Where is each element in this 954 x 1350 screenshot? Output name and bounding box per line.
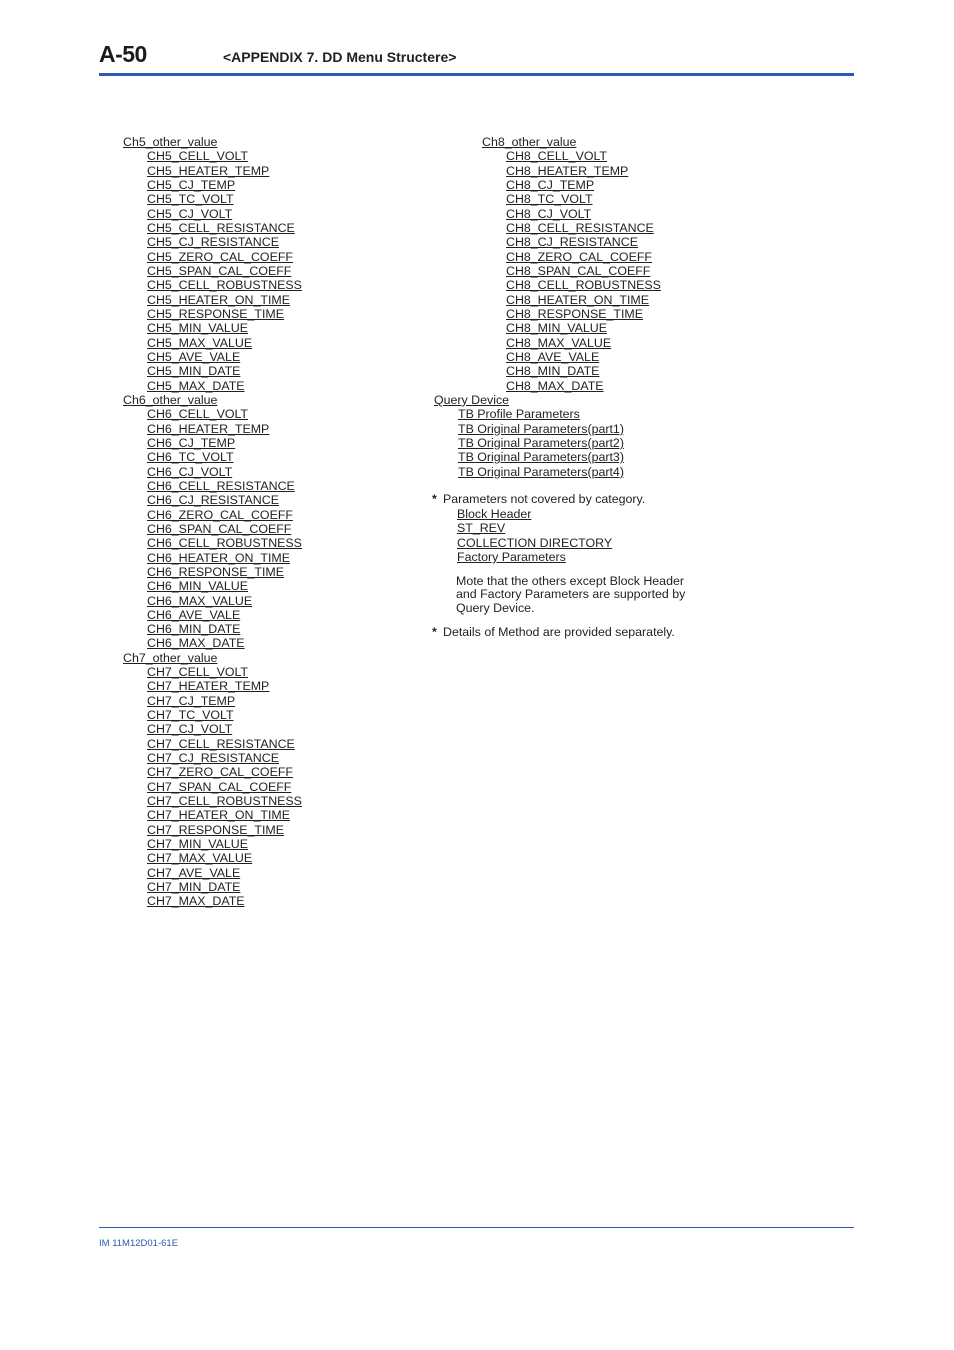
uncategorized-item-label: Block Header bbox=[457, 507, 532, 521]
menu-item-label: CH6_MIN_DATE bbox=[147, 622, 241, 637]
menu-item-label: CH6_CELL_ROBUSTNESS bbox=[147, 536, 302, 551]
support-note-line: Query Device. bbox=[456, 600, 535, 615]
menu-item[interactable] bbox=[123, 221, 302, 235]
menu-item-label: CH7_HEATER_TEMP bbox=[147, 679, 270, 694]
menu-item[interactable] bbox=[123, 178, 302, 192]
menu-item[interactable] bbox=[123, 522, 302, 536]
menu-item-label: TB Original Parameters(part1) bbox=[458, 421, 624, 436]
chapter-title: <APPENDIX 7. DD Menu Structere> bbox=[223, 49, 457, 65]
menu-item-label: CH5_AVE_VALE bbox=[147, 349, 241, 364]
menu-item-label: CH5_HEATER_TEMP bbox=[147, 163, 270, 178]
menu-item-label: CH6_MAX_VALUE bbox=[147, 593, 253, 608]
menu-item[interactable] bbox=[123, 149, 302, 163]
menu-item[interactable] bbox=[123, 579, 302, 593]
menu-item[interactable] bbox=[434, 465, 661, 479]
footer-doc-id: IM 11M12D01-61E bbox=[99, 1238, 179, 1249]
menu-item[interactable] bbox=[123, 737, 302, 751]
menu-item-label: CH7_TC_VOLT bbox=[147, 708, 234, 723]
menu-group-heading[interactable] bbox=[123, 135, 302, 149]
menu-item[interactable] bbox=[434, 192, 661, 206]
menu-item[interactable] bbox=[434, 321, 661, 335]
menu-item[interactable] bbox=[434, 221, 661, 235]
menu-item-label: CH8_RESPONSE_TIME bbox=[506, 306, 644, 321]
menu-item[interactable] bbox=[123, 379, 302, 393]
menu-item[interactable] bbox=[123, 278, 302, 292]
menu-item-label: CH7_CELL_VOLT bbox=[147, 665, 249, 680]
menu-item-label: CH5_MIN_VALUE bbox=[147, 321, 248, 336]
menu-item-label: CH8_CELL_RESISTANCE bbox=[506, 220, 654, 235]
left-menu-column bbox=[123, 135, 302, 909]
menu-item[interactable] bbox=[434, 235, 661, 249]
menu-item[interactable] bbox=[123, 823, 302, 837]
menu-group-heading[interactable] bbox=[123, 393, 302, 407]
menu-item-label: CH5_CJ_RESISTANCE bbox=[147, 235, 279, 250]
menu-item-label: CH5_CELL_ROBUSTNESS bbox=[147, 278, 302, 293]
menu-item-label: Ch8_other_value bbox=[482, 135, 577, 149]
menu-item-label: CH7_AVE_VALE bbox=[147, 865, 241, 880]
menu-item[interactable] bbox=[434, 336, 661, 350]
menu-item-label: CH8_HEATER_TEMP bbox=[506, 163, 629, 178]
menu-item-label: CH6_CJ_VOLT bbox=[147, 464, 233, 479]
menu-item-label: CH6_AVE_VALE bbox=[147, 607, 241, 622]
menu-item[interactable] bbox=[123, 450, 302, 464]
method-note-text: Details of Method are provided separately. bbox=[443, 625, 675, 639]
menu-item[interactable] bbox=[123, 422, 302, 436]
menu-item-label: CH7_MAX_DATE bbox=[147, 894, 245, 909]
menu-item-label: CH5_SPAN_CAL_COEFF bbox=[147, 263, 292, 278]
support-note-line: Mote that the others except Block Header bbox=[456, 574, 684, 588]
method-note bbox=[432, 625, 675, 639]
uncategorized-item[interactable] bbox=[457, 521, 612, 535]
menu-item-label: CH7_MIN_DATE bbox=[147, 880, 241, 895]
menu-item[interactable] bbox=[123, 679, 302, 693]
menu-item[interactable] bbox=[123, 636, 302, 650]
menu-item[interactable] bbox=[123, 407, 302, 421]
menu-item[interactable] bbox=[434, 149, 661, 163]
menu-item[interactable] bbox=[123, 594, 302, 608]
menu-item-label: CH6_MIN_VALUE bbox=[147, 579, 248, 594]
menu-item[interactable] bbox=[434, 350, 661, 364]
menu-item-label: CH7_CELL_ROBUSTNESS bbox=[147, 794, 302, 809]
menu-item-label: CH5_HEATER_ON_TIME bbox=[147, 292, 290, 307]
menu-item[interactable] bbox=[434, 379, 661, 393]
menu-item[interactable] bbox=[123, 665, 302, 679]
menu-item-label: CH6_HEATER_TEMP bbox=[147, 421, 270, 436]
menu-item-label: Ch5_other_value bbox=[123, 135, 218, 149]
menu-group-heading[interactable] bbox=[123, 651, 302, 665]
menu-item-label: CH7_HEATER_ON_TIME bbox=[147, 808, 290, 823]
menu-item[interactable] bbox=[434, 450, 661, 464]
menu-item-label: CH8_SPAN_CAL_COEFF bbox=[506, 263, 651, 278]
menu-item-label: CH5_CELL_RESISTANCE bbox=[147, 220, 295, 235]
menu-item-label: CH6_HEATER_ON_TIME bbox=[147, 550, 290, 565]
menu-item[interactable] bbox=[123, 880, 302, 894]
support-note-line: and Factory Parameters are supported by bbox=[456, 587, 686, 602]
menu-item-label: CH7_SPAN_CAL_COEFF bbox=[147, 779, 292, 794]
menu-item[interactable] bbox=[434, 364, 661, 378]
menu-item[interactable] bbox=[434, 422, 661, 436]
menu-item-label: Ch6_other_value bbox=[123, 392, 218, 407]
menu-item-label: CH8_CELL_ROBUSTNESS bbox=[506, 278, 661, 293]
menu-item[interactable] bbox=[123, 780, 302, 794]
menu-item[interactable] bbox=[123, 321, 302, 335]
menu-item-label: CH5_MAX_VALUE bbox=[147, 335, 253, 350]
menu-item-label: CH8_HEATER_ON_TIME bbox=[506, 292, 649, 307]
menu-item[interactable] bbox=[123, 479, 302, 493]
menu-item-label: CH8_AVE_VALE bbox=[506, 349, 600, 364]
footer-rule bbox=[99, 1227, 854, 1228]
menu-item[interactable] bbox=[434, 135, 661, 149]
menu-item-label: CH8_CJ_VOLT bbox=[506, 206, 592, 221]
menu-item-label: CH6_MAX_DATE bbox=[147, 636, 245, 651]
support-note bbox=[456, 575, 685, 615]
menu-item-label: CH5_CJ_TEMP bbox=[147, 177, 236, 192]
menu-item[interactable] bbox=[434, 250, 661, 264]
menu-item-label: CH7_CJ_TEMP bbox=[147, 693, 236, 708]
menu-item[interactable] bbox=[123, 608, 302, 622]
menu-item-label: CH8_CELL_VOLT bbox=[506, 149, 608, 164]
uncategorized-item[interactable] bbox=[457, 550, 612, 564]
menu-item-label: CH7_RESPONSE_TIME bbox=[147, 822, 285, 837]
menu-item[interactable] bbox=[123, 307, 302, 321]
menu-item[interactable] bbox=[434, 436, 661, 450]
menu-item-label: CH6_CJ_RESISTANCE bbox=[147, 493, 279, 508]
menu-item[interactable] bbox=[123, 336, 302, 350]
menu-item[interactable] bbox=[123, 808, 302, 822]
menu-item-label: CH5_RESPONSE_TIME bbox=[147, 306, 285, 321]
menu-item-label: CH5_ZERO_CAL_COEFF bbox=[147, 249, 293, 264]
menu-item[interactable] bbox=[123, 350, 302, 364]
menu-item[interactable] bbox=[434, 264, 661, 278]
menu-item-label: TB Original Parameters(part4) bbox=[458, 464, 624, 479]
asterisk-marker: * bbox=[432, 625, 437, 639]
menu-item-label: CH5_MIN_DATE bbox=[147, 364, 241, 379]
menu-item[interactable] bbox=[434, 293, 661, 307]
menu-item[interactable] bbox=[123, 565, 302, 579]
menu-item[interactable] bbox=[123, 622, 302, 636]
menu-item-label: CH8_MIN_DATE bbox=[506, 364, 600, 379]
menu-item-label: TB Original Parameters(part2) bbox=[458, 435, 624, 450]
menu-item[interactable] bbox=[434, 207, 661, 221]
header-rule bbox=[99, 73, 854, 76]
menu-item[interactable] bbox=[434, 307, 661, 321]
menu-item[interactable] bbox=[123, 465, 302, 479]
menu-item[interactable] bbox=[123, 364, 302, 378]
menu-item[interactable] bbox=[123, 493, 302, 507]
menu-item-label: CH8_ZERO_CAL_COEFF bbox=[506, 249, 652, 264]
menu-item-label: TB Profile Parameters bbox=[458, 407, 580, 422]
menu-item-label: CH5_MAX_DATE bbox=[147, 378, 245, 393]
menu-item[interactable] bbox=[123, 536, 302, 550]
menu-item-label: CH7_CJ_VOLT bbox=[147, 722, 233, 737]
right-menu-column bbox=[434, 135, 661, 479]
menu-item[interactable] bbox=[123, 293, 302, 307]
menu-item[interactable] bbox=[123, 264, 302, 278]
menu-item[interactable] bbox=[434, 164, 661, 178]
menu-item-label: CH6_CELL_RESISTANCE bbox=[147, 478, 295, 493]
menu-item-label: CH8_MAX_DATE bbox=[506, 378, 604, 393]
uncategorized-item[interactable] bbox=[457, 536, 612, 550]
menu-item-label: CH8_MAX_VALUE bbox=[506, 335, 612, 350]
menu-item-label: CH6_TC_VOLT bbox=[147, 450, 234, 465]
page-number: A-50 bbox=[99, 41, 147, 67]
menu-item[interactable] bbox=[123, 866, 302, 880]
menu-item-label: CH6_CJ_TEMP bbox=[147, 435, 236, 450]
menu-item-label: CH6_CELL_VOLT bbox=[147, 407, 249, 422]
uncategorized-item-label: COLLECTION DIRECTORY bbox=[457, 535, 613, 550]
menu-item-label: TB Original Parameters(part3) bbox=[458, 450, 624, 465]
uncategorized-title: Parameters not covered by category. bbox=[443, 492, 646, 506]
menu-item-label: CH6_SPAN_CAL_COEFF bbox=[147, 521, 292, 536]
menu-item-label: CH8_MIN_VALUE bbox=[506, 321, 607, 336]
menu-item[interactable] bbox=[123, 837, 302, 851]
menu-item-label: CH8_TC_VOLT bbox=[506, 192, 593, 207]
menu-item[interactable] bbox=[434, 407, 661, 421]
menu-item[interactable] bbox=[123, 708, 302, 722]
menu-item-label: CH6_ZERO_CAL_COEFF bbox=[147, 507, 293, 522]
menu-item[interactable] bbox=[123, 508, 302, 522]
menu-item[interactable] bbox=[123, 164, 302, 178]
menu-item[interactable] bbox=[123, 751, 302, 765]
menu-item[interactable] bbox=[123, 436, 302, 450]
menu-item[interactable] bbox=[123, 207, 302, 221]
menu-item-label: CH8_CJ_RESISTANCE bbox=[506, 235, 638, 250]
menu-item[interactable] bbox=[123, 894, 302, 908]
asterisk-marker: * bbox=[432, 492, 437, 506]
menu-item-label: CH7_CELL_RESISTANCE bbox=[147, 736, 295, 751]
menu-item[interactable] bbox=[434, 278, 661, 292]
menu-item-label: CH5_TC_VOLT bbox=[147, 192, 234, 207]
menu-item-label: Query Device bbox=[434, 392, 510, 407]
menu-item-label: CH7_ZERO_CAL_COEFF bbox=[147, 765, 293, 780]
menu-item[interactable] bbox=[123, 235, 302, 249]
menu-item-label: CH7_CJ_RESISTANCE bbox=[147, 751, 279, 766]
menu-item-label: CH7_MAX_VALUE bbox=[147, 851, 253, 866]
menu-item[interactable] bbox=[434, 393, 661, 407]
menu-item[interactable] bbox=[123, 551, 302, 565]
menu-item[interactable] bbox=[123, 794, 302, 808]
menu-item-label: Ch7_other_value bbox=[123, 650, 218, 665]
menu-item-label: CH8_CJ_TEMP bbox=[506, 177, 595, 192]
uncategorized-item[interactable] bbox=[457, 507, 612, 521]
menu-item-label: CH5_CJ_VOLT bbox=[147, 206, 233, 221]
menu-item[interactable] bbox=[123, 722, 302, 736]
uncategorized-note bbox=[432, 492, 645, 506]
menu-item[interactable] bbox=[123, 192, 302, 206]
menu-item-label: CH5_CELL_VOLT bbox=[147, 149, 249, 164]
uncategorized-item-label: Factory Parameters bbox=[457, 549, 566, 564]
menu-item[interactable] bbox=[123, 250, 302, 264]
menu-item-label: CH6_RESPONSE_TIME bbox=[147, 564, 285, 579]
menu-item[interactable] bbox=[434, 178, 661, 192]
menu-item[interactable] bbox=[123, 765, 302, 779]
uncategorized-list bbox=[457, 507, 612, 564]
uncategorized-item-label: ST_REV bbox=[457, 521, 506, 536]
menu-item-label: CH7_MIN_VALUE bbox=[147, 837, 248, 852]
menu-item[interactable] bbox=[123, 851, 302, 865]
menu-item[interactable] bbox=[123, 694, 302, 708]
